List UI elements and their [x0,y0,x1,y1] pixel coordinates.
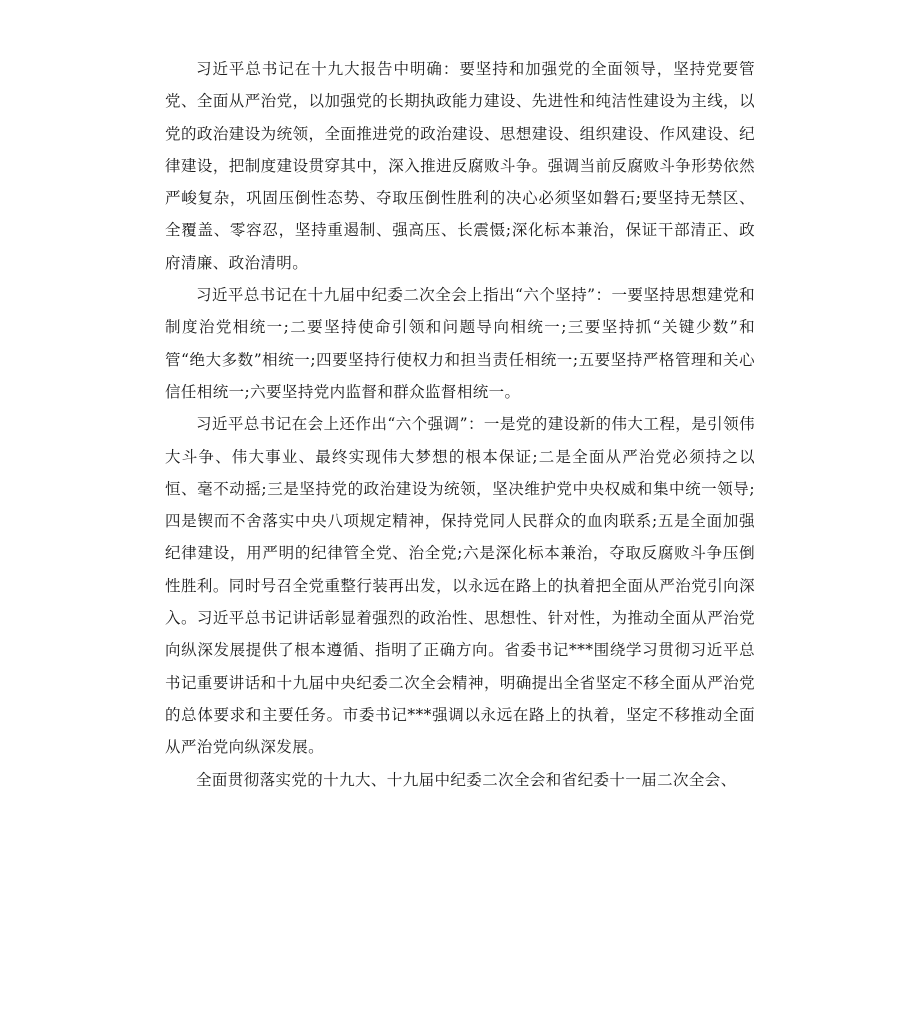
document-page [165,53,755,796]
paragraph-4: 全面贯彻落实党的十九大、十九届中纪委二次全会和省纪委十一届二次全会、 [196,770,737,789]
paragraph-2: 习近平总书记在十九届中纪委二次全会上指出“六个坚持”：一要坚持思想建党和制度治党相统一;二要坚持使命引领和问题导向相统一;三要坚持抓“关键少数”和管“绝大多数”相统一;四要坚持行使权力和担当责任相统一;五要坚持严格管理和关心信任相统一;六要坚持党内监督和群众监督相统一。 [165,286,755,401]
paragraph-3: 习近平总书记在会上还作出“六个强调”：一是党的建设新的伟大工程，是引领伟大斗争、伟大事业、最终实现伟大梦想的根本保证;二是全面从严治党必须持之以恒、毫不动摇;三是坚持党的政治建设为统领，坚决维护党中央权威和集中统一领导;四是锲而不舍落实中央八项规定精神，保持党同人民群众的血肉联系;五是全面加强纪律建设，用严明的纪律管全党、治全党;六是深化标本兼治，夺取反腐败斗争压倒性胜利。同时号召全党重整行装再出发，以永远在路上的执着把全面从严治党引向深入。习近平总书记讲话彰显着强烈的政治性、思想性、针对性，为推动全面从严治党向纵深发展提供了根本遵循、指明了正确方向。省委书记***围绕学习贯彻习近平总书记重要讲话和十九届中央纪委二次全会精神，明确提出全省坚定不移全面从严治党的总体要求和主要任务。市委书记***强调以永远在路上的执着，坚定不移推动全面从严治党向纵深发展。 [165,415,755,757]
paragraph-1: 习近平总书记在十九大报告中明确：要坚持和加强党的全面领导，坚持党要管党、全面从严治党，以加强党的长期执政能力建设、先进性和纯洁性建设为主线，以党的政治建设为统领，全面推进党的政治建设、思想建设、组织建设、作风建设、纪律建设，把制度建设贯穿其中，深入推进反腐败斗争。强调当前反腐败斗争形势依然严峻复杂，巩固压倒性态势、夺取压倒性胜利的决心必须坚如磐石;要坚持无禁区、全覆盖、零容忍，坚持重遏制、强高压、长震慑;深化标本兼治，保证干部清正、政府清廉、政治清明。 [165,60,755,272]
